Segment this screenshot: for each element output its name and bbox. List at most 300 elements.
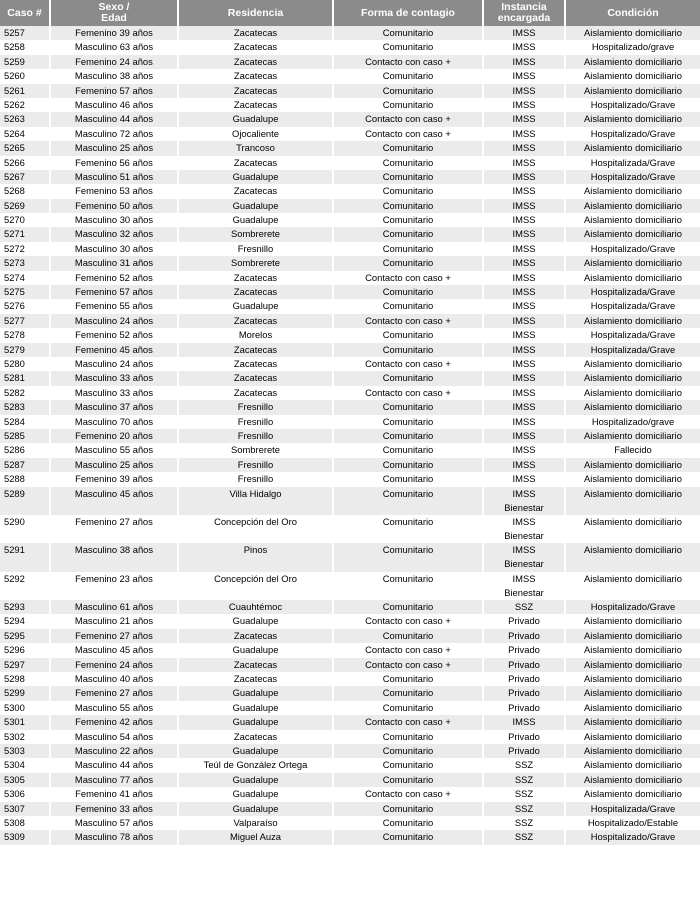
- case-number-cell: 5289: [0, 487, 50, 515]
- contagion-form-cell: Comunitario: [333, 802, 483, 816]
- condition-cell: Hospitalizado/Grave: [590, 831, 676, 843]
- condition-cell: Hospitalizado/Estable: [587, 816, 679, 828]
- residence-cell: Guadalupe: [178, 802, 333, 816]
- case-number-cell: 5268: [0, 184, 50, 198]
- sex-age-cell: Femenino 42 años: [50, 715, 178, 729]
- sex-age-cell: Masculino 55 años: [50, 443, 178, 457]
- residence-cell: Guadalupe: [178, 643, 333, 657]
- sex-age-cell: Masculino 24 años: [50, 314, 178, 328]
- institution-cell: IMSS: [483, 26, 565, 40]
- table-row: [0, 429, 700, 443]
- contagion-form-cell: Comunitario: [333, 515, 483, 543]
- condition-cell: Fallecido: [614, 444, 652, 456]
- condition-cell: Aislamiento domiciliario: [584, 644, 682, 656]
- sex-age-cell: Femenino 55 años: [50, 299, 178, 313]
- case-number-cell: 5264: [0, 127, 50, 141]
- sex-age-cell: Femenino 20 años: [50, 429, 178, 443]
- contagion-form-cell: Comunitario: [333, 443, 483, 457]
- institution-cell: IMSS: [483, 429, 565, 443]
- residence-cell: Guadalupe: [178, 744, 333, 758]
- condition-cell: Aislamiento domiciliario: [584, 572, 682, 584]
- institution-cell: IMSS: [483, 227, 565, 241]
- contagion-form-cell: Comunitario: [333, 26, 483, 40]
- residence-cell: Guadalupe: [178, 199, 333, 213]
- condition-cell: Aislamiento domiciliario: [584, 142, 682, 154]
- residence-cell: Concepción del Oro: [178, 572, 333, 600]
- sex-age-cell: Masculino 70 años: [50, 415, 178, 429]
- institution-cell: Privado: [483, 730, 565, 744]
- table-body: [0, 26, 700, 845]
- sex-age-cell: Masculino 51 años: [50, 170, 178, 184]
- condition-cell: Hospitalizado/Grave: [590, 127, 676, 139]
- contagion-form-cell: Contacto con caso +: [333, 658, 483, 672]
- institution-cell: IMSS: [483, 98, 565, 112]
- case-number-cell: 5269: [0, 199, 50, 213]
- case-number-cell: 5258: [0, 40, 50, 54]
- residence-cell: Guadalupe: [178, 787, 333, 801]
- condition-cell: Aislamiento domiciliario: [584, 515, 682, 527]
- condition-cell: Hospitalizado/Grave: [590, 242, 676, 254]
- condition-cell: Aislamiento domiciliario: [584, 228, 682, 240]
- contagion-form-cell: Comunitario: [333, 371, 483, 385]
- residence-cell: Zacatecas: [178, 672, 333, 686]
- condition-cell: Hospitalizado/Grave: [590, 170, 676, 182]
- institution-cell: IMSS: [483, 112, 565, 126]
- table-row: [0, 371, 700, 385]
- condition-cell: Aislamiento domiciliario: [584, 544, 682, 556]
- contagion-form-cell: Comunitario: [333, 84, 483, 98]
- case-number-cell: 5302: [0, 730, 50, 744]
- table-row: [0, 614, 700, 628]
- sex-age-cell: Femenino 24 años: [50, 55, 178, 69]
- header-institution: Instancia encargada: [483, 0, 565, 26]
- table-row: [0, 40, 700, 54]
- institution-cell: IMSS: [483, 299, 565, 313]
- sex-age-cell: Masculino 54 años: [50, 730, 178, 744]
- case-number-cell: 5297: [0, 658, 50, 672]
- case-number-cell: 5280: [0, 357, 50, 371]
- institution-cell: SSZ: [483, 816, 565, 830]
- residence-cell: Valparaíso: [178, 816, 333, 830]
- table-row: [0, 487, 700, 515]
- header-residence: Residencia: [178, 0, 333, 26]
- residence-cell: Sombrerete: [178, 227, 333, 241]
- table-row: [0, 773, 700, 787]
- table-row: [0, 658, 700, 672]
- contagion-form-cell: Contacto con caso +: [333, 112, 483, 126]
- residence-cell: Zacatecas: [178, 271, 333, 285]
- contagion-form-cell: Comunitario: [333, 830, 483, 844]
- condition-cell: Aislamiento domiciliario: [584, 673, 682, 685]
- table-row: [0, 758, 700, 772]
- residence-cell: Zacatecas: [178, 55, 333, 69]
- contagion-form-cell: Contacto con caso +: [333, 787, 483, 801]
- institution-cell: Privado: [483, 658, 565, 672]
- header-condition: Condición: [565, 0, 700, 26]
- case-number-cell: 5265: [0, 141, 50, 155]
- case-number-cell: 5263: [0, 112, 50, 126]
- sex-age-cell: Masculino 21 años: [50, 614, 178, 628]
- contagion-form-cell: Comunitario: [333, 758, 483, 772]
- condition-cell: Aislamiento domiciliario: [584, 458, 682, 470]
- table-row: [0, 343, 700, 357]
- case-number-cell: 5275: [0, 285, 50, 299]
- institution-cell: IMSS: [483, 386, 565, 400]
- contagion-form-cell: Comunitario: [333, 773, 483, 787]
- case-number-cell: 5293: [0, 600, 50, 614]
- case-number-cell: 5282: [0, 386, 50, 400]
- institution-cell: IMSS Bienestar: [483, 515, 565, 543]
- sex-age-cell: Femenino 50 años: [50, 199, 178, 213]
- condition-cell: Aislamiento domiciliario: [584, 113, 682, 125]
- residence-cell: Guadalupe: [178, 773, 333, 787]
- condition-cell: Aislamiento domiciliario: [584, 759, 682, 771]
- table-row: [0, 443, 700, 457]
- case-number-cell: 5292: [0, 572, 50, 600]
- institution-cell: Privado: [483, 701, 565, 715]
- condition-cell: Aislamiento domiciliario: [584, 84, 682, 96]
- condition-cell: Hospitalizada/Grave: [590, 329, 676, 341]
- sex-age-cell: Femenino 27 años: [50, 629, 178, 643]
- sex-age-cell: Masculino 57 años: [50, 816, 178, 830]
- sex-age-cell: Masculino 63 años: [50, 40, 178, 54]
- sex-age-cell: Masculino 45 años: [50, 487, 178, 515]
- residence-cell: Guadalupe: [178, 614, 333, 628]
- institution-cell: Privado: [483, 686, 565, 700]
- institution-cell: SSZ: [483, 787, 565, 801]
- institution-cell: IMSS: [483, 415, 565, 429]
- institution-cell: IMSS: [483, 328, 565, 342]
- contagion-form-cell: Comunitario: [333, 328, 483, 342]
- institution-cell: IMSS: [483, 127, 565, 141]
- case-number-cell: 5301: [0, 715, 50, 729]
- contagion-form-cell: Contacto con caso +: [333, 55, 483, 69]
- institution-cell: IMSS: [483, 156, 565, 170]
- condition-cell: Aislamiento domiciliario: [584, 70, 682, 82]
- table-row: [0, 386, 700, 400]
- case-number-cell: 5284: [0, 415, 50, 429]
- institution-cell: IMSS: [483, 371, 565, 385]
- sex-age-cell: Masculino 31 años: [50, 256, 178, 270]
- case-number-cell: 5273: [0, 256, 50, 270]
- table-row: [0, 744, 700, 758]
- table-row: [0, 156, 700, 170]
- contagion-form-cell: Comunitario: [333, 285, 483, 299]
- institution-cell: IMSS Bienestar: [483, 572, 565, 600]
- case-number-cell: 5283: [0, 400, 50, 414]
- header-contagion: Forma de contagio: [333, 0, 483, 26]
- table-row: [0, 84, 700, 98]
- residence-cell: Guadalupe: [178, 112, 333, 126]
- case-number-cell: 5261: [0, 84, 50, 98]
- residence-cell: Zacatecas: [178, 156, 333, 170]
- condition-cell: Aislamiento domiciliario: [584, 27, 682, 38]
- table-row: [0, 715, 700, 729]
- sex-age-cell: Femenino 56 años: [50, 156, 178, 170]
- contagion-form-cell: Comunitario: [333, 227, 483, 241]
- table-row: [0, 472, 700, 486]
- condition-cell: Aislamiento domiciliario: [584, 629, 682, 641]
- contagion-form-cell: Comunitario: [333, 543, 483, 571]
- table-row: [0, 830, 700, 844]
- sex-age-cell: Masculino 33 años: [50, 386, 178, 400]
- institution-cell: Privado: [483, 672, 565, 686]
- sex-age-cell: Femenino 33 años: [50, 802, 178, 816]
- condition-cell: Aislamiento domiciliario: [584, 773, 682, 785]
- contagion-form-cell: Comunitario: [333, 40, 483, 54]
- contagion-form-cell: Comunitario: [333, 487, 483, 515]
- case-number-cell: 5309: [0, 830, 50, 844]
- condition-cell: Aislamiento domiciliario: [584, 487, 682, 499]
- case-number-cell: 5307: [0, 802, 50, 816]
- table-row: [0, 816, 700, 830]
- residence-cell: Zacatecas: [178, 371, 333, 385]
- condition-cell: Aislamiento domiciliario: [584, 788, 682, 800]
- case-number-cell: 5276: [0, 299, 50, 313]
- table-row: [0, 314, 700, 328]
- sex-age-cell: Masculino 32 años: [50, 227, 178, 241]
- condition-cell: Aislamiento domiciliario: [584, 271, 682, 283]
- condition-cell: Hospitalizado/Grave: [590, 98, 676, 110]
- residence-cell: Cuauhtémoc: [178, 600, 333, 614]
- condition-cell: Aislamiento domiciliario: [584, 214, 682, 226]
- residence-cell: Fresnillo: [178, 472, 333, 486]
- contagion-form-cell: Comunitario: [333, 242, 483, 256]
- contagion-form-cell: Contacto con caso +: [333, 271, 483, 285]
- table-row: [0, 357, 700, 371]
- table-row: [0, 629, 700, 643]
- case-number-cell: 5294: [0, 614, 50, 628]
- case-number-cell: 5270: [0, 213, 50, 227]
- sex-age-cell: Masculino 22 años: [50, 744, 178, 758]
- institution-cell: Privado: [483, 744, 565, 758]
- contagion-form-cell: Contacto con caso +: [333, 715, 483, 729]
- header-sex-age: Sexo / Edad: [50, 0, 178, 26]
- case-number-cell: 5271: [0, 227, 50, 241]
- sex-age-cell: Masculino 37 años: [50, 400, 178, 414]
- condition-cell: Hospitalizado/grave: [591, 41, 675, 53]
- sex-age-cell: Masculino 38 años: [50, 69, 178, 83]
- sex-age-cell: Femenino 24 años: [50, 658, 178, 672]
- case-number-cell: 5262: [0, 98, 50, 112]
- sex-age-cell: Masculino 72 años: [50, 127, 178, 141]
- condition-cell: Aislamiento domiciliario: [584, 55, 682, 67]
- contagion-form-cell: Comunitario: [333, 184, 483, 198]
- condition-cell: Hospitalizado/grave: [591, 415, 675, 427]
- institution-cell: IMSS: [483, 184, 565, 198]
- institution-cell: IMSS: [483, 84, 565, 98]
- residence-cell: Miguel Auza: [178, 830, 333, 844]
- table-row: [0, 26, 700, 40]
- table-row: [0, 69, 700, 83]
- residence-cell: Trancoso: [178, 141, 333, 155]
- residence-cell: Zacatecas: [178, 40, 333, 54]
- condition-cell: Aislamiento domiciliario: [584, 658, 682, 670]
- table-row: [0, 199, 700, 213]
- sex-age-cell: Masculino 25 años: [50, 141, 178, 155]
- table-row: [0, 141, 700, 155]
- case-number-cell: 5288: [0, 472, 50, 486]
- table-row: [0, 227, 700, 241]
- table-row: [0, 787, 700, 801]
- table-header: [0, 0, 700, 26]
- institution-cell: IMSS: [483, 400, 565, 414]
- institution-cell: SSZ: [483, 773, 565, 787]
- sex-age-cell: Masculino 33 años: [50, 371, 178, 385]
- residence-cell: Zacatecas: [178, 386, 333, 400]
- contagion-form-cell: Comunitario: [333, 199, 483, 213]
- sex-age-cell: Femenino 57 años: [50, 84, 178, 98]
- sex-age-cell: Femenino 41 años: [50, 787, 178, 801]
- contagion-form-cell: Comunitario: [333, 415, 483, 429]
- contagion-form-cell: Contacto con caso +: [333, 314, 483, 328]
- case-number-cell: 5303: [0, 744, 50, 758]
- table-row: [0, 415, 700, 429]
- contagion-form-cell: Comunitario: [333, 213, 483, 227]
- table-row: [0, 242, 700, 256]
- residence-cell: Morelos: [178, 328, 333, 342]
- sex-age-cell: Masculino 25 años: [50, 458, 178, 472]
- contagion-form-cell: Comunitario: [333, 672, 483, 686]
- sex-age-cell: Femenino 52 años: [50, 328, 178, 342]
- sex-age-cell: Masculino 77 años: [50, 773, 178, 787]
- contagion-form-cell: Contacto con caso +: [333, 643, 483, 657]
- table-row: [0, 55, 700, 69]
- table-row: [0, 400, 700, 414]
- institution-cell: IMSS: [483, 271, 565, 285]
- residence-cell: Guadalupe: [178, 213, 333, 227]
- sex-age-cell: Masculino 61 años: [50, 600, 178, 614]
- contagion-form-cell: Comunitario: [333, 98, 483, 112]
- condition-cell: Hospitalizada/Grave: [590, 286, 676, 298]
- contagion-form-cell: Comunitario: [333, 170, 483, 184]
- table-row: [0, 458, 700, 472]
- case-number-cell: 5266: [0, 156, 50, 170]
- sex-age-cell: Masculino 40 años: [50, 672, 178, 686]
- case-number-cell: 5279: [0, 343, 50, 357]
- residence-cell: Fresnillo: [178, 242, 333, 256]
- table-row: [0, 328, 700, 342]
- sex-age-cell: Femenino 27 años: [50, 686, 178, 700]
- condition-cell: Hospitalizada/Grave: [590, 300, 676, 312]
- residence-cell: Guadalupe: [178, 715, 333, 729]
- case-number-cell: 5308: [0, 816, 50, 830]
- residence-cell: Pinos: [178, 543, 333, 571]
- residence-cell: Concepción del Oro: [178, 515, 333, 543]
- table-row: [0, 112, 700, 126]
- contagion-form-cell: Comunitario: [333, 600, 483, 614]
- sex-age-cell: Femenino 39 años: [50, 472, 178, 486]
- sex-age-cell: Masculino 44 años: [50, 112, 178, 126]
- condition-cell: Hospitalizada/Grave: [590, 802, 676, 814]
- residence-cell: Ojocaliente: [178, 127, 333, 141]
- contagion-form-cell: Contacto con caso +: [333, 614, 483, 628]
- condition-cell: Hospitalizada/Grave: [590, 343, 676, 355]
- sex-age-cell: Masculino 30 años: [50, 242, 178, 256]
- table-row: [0, 256, 700, 270]
- residence-cell: Zacatecas: [178, 98, 333, 112]
- condition-cell: Hospitalizado/Grave: [590, 601, 676, 613]
- residence-cell: Zacatecas: [178, 343, 333, 357]
- contagion-form-cell: Comunitario: [333, 629, 483, 643]
- condition-cell: Aislamiento domiciliario: [584, 744, 682, 756]
- institution-cell: Privado: [483, 629, 565, 643]
- table-row: [0, 285, 700, 299]
- sex-age-cell: Femenino 39 años: [50, 26, 178, 40]
- institution-cell: IMSS: [483, 199, 565, 213]
- sex-age-cell: Masculino 24 años: [50, 357, 178, 371]
- case-number-cell: 5298: [0, 672, 50, 686]
- institution-cell: SSZ: [483, 830, 565, 844]
- case-number-cell: 5286: [0, 443, 50, 457]
- condition-cell: Aislamiento domiciliario: [584, 716, 682, 728]
- residence-cell: Sombrerete: [178, 256, 333, 270]
- contagion-form-cell: Comunitario: [333, 429, 483, 443]
- table-row: [0, 299, 700, 313]
- sex-age-cell: Femenino 27 años: [50, 515, 178, 543]
- institution-cell: IMSS: [483, 357, 565, 371]
- case-number-cell: 5274: [0, 271, 50, 285]
- residence-cell: Fresnillo: [178, 458, 333, 472]
- contagion-form-cell: Comunitario: [333, 256, 483, 270]
- contagion-form-cell: Comunitario: [333, 156, 483, 170]
- residence-cell: Teúl de González Ortega: [178, 758, 333, 772]
- case-number-cell: 5285: [0, 429, 50, 443]
- contagion-form-cell: Contacto con caso +: [333, 386, 483, 400]
- institution-cell: IMSS: [483, 443, 565, 457]
- case-number-cell: 5277: [0, 314, 50, 328]
- table-row: [0, 730, 700, 744]
- case-number-cell: 5272: [0, 242, 50, 256]
- institution-cell: IMSS: [483, 343, 565, 357]
- residence-cell: Zacatecas: [178, 314, 333, 328]
- table-row: [0, 643, 700, 657]
- condition-cell: Aislamiento domiciliario: [584, 257, 682, 269]
- table-row: [0, 701, 700, 715]
- case-number-cell: 5257: [0, 26, 50, 40]
- case-number-cell: 5278: [0, 328, 50, 342]
- case-number-cell: 5290: [0, 515, 50, 543]
- contagion-form-cell: Contacto con caso +: [333, 357, 483, 371]
- contagion-form-cell: Comunitario: [333, 69, 483, 83]
- residence-cell: Fresnillo: [178, 429, 333, 443]
- sex-age-cell: Femenino 45 años: [50, 343, 178, 357]
- condition-cell: Aislamiento domiciliario: [584, 615, 682, 627]
- case-number-cell: 5299: [0, 686, 50, 700]
- condition-cell: Aislamiento domiciliario: [584, 429, 682, 441]
- header-row: [0, 0, 700, 26]
- institution-cell: Privado: [483, 643, 565, 657]
- case-number-cell: 5267: [0, 170, 50, 184]
- table-row: [0, 170, 700, 184]
- condition-cell: Aislamiento domiciliario: [584, 701, 682, 713]
- condition-cell: Aislamiento domiciliario: [584, 314, 682, 326]
- case-number-cell: 5300: [0, 701, 50, 715]
- condition-cell: Aislamiento domiciliario: [584, 386, 682, 398]
- institution-cell: IMSS: [483, 314, 565, 328]
- sex-age-cell: Masculino 78 años: [50, 830, 178, 844]
- residence-cell: Guadalupe: [178, 170, 333, 184]
- table-row: [0, 802, 700, 816]
- residence-cell: Zacatecas: [178, 184, 333, 198]
- table-row: [0, 543, 700, 571]
- table-row: [0, 686, 700, 700]
- residence-cell: Zacatecas: [178, 69, 333, 83]
- condition-cell: Hospitalizada/Grave: [590, 156, 676, 168]
- sex-age-cell: Masculino 44 años: [50, 758, 178, 772]
- table-row: [0, 213, 700, 227]
- residence-cell: Zacatecas: [178, 629, 333, 643]
